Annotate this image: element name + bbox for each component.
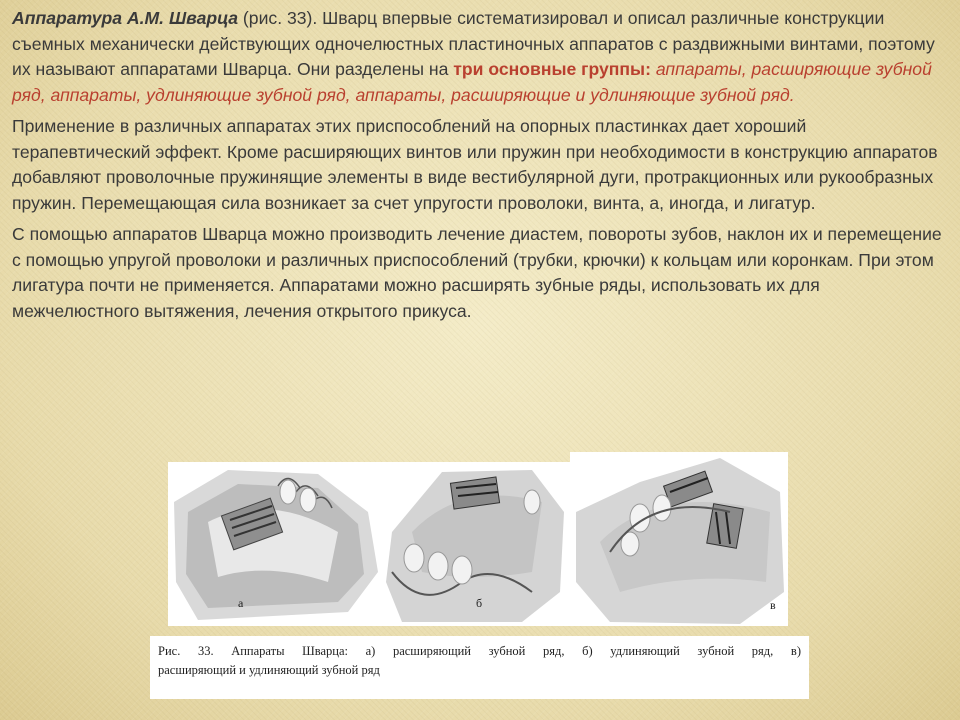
caption-line-1: Рис. 33. Аппараты Шварца: а) расширяющий зубной ряд, б) удлиняющий зубной ряд, в) <box>158 644 801 658</box>
appliance-c-illustration <box>570 452 788 626</box>
heading-schwarz: Аппаратура А.М. Шварца <box>12 8 239 28</box>
paragraph-application: Применение в различных аппаратах этих приспособлений на опорных пластинках дает хороший терапевтический эффект. Кроме расширяющих винтов или пружин при необходимости в конструкцию аппаратов добавляют проволочные пружинящие элементы в виде вестибулярной дуги, протракционных или рукообразных пружин. Перемещающая сила возникает за счет упругости проволоки, винта, а, иногда, и лигатур. <box>12 116 938 213</box>
groups-label: три основные группы: <box>453 59 651 79</box>
photo-label-c: в <box>770 598 776 612</box>
slide-text <box>12 6 948 330</box>
appliance-a-illustration <box>168 462 382 626</box>
caption-line-2: расширяющий и удлиняющий зубной ряд <box>158 663 380 677</box>
groups-list: аппараты, расширяющие зубной ряд, аппараты, удлиняющие зубной ряд, аппараты, расширяющие и удлиняющие зубной ряд. <box>12 59 932 105</box>
figure-caption <box>150 636 809 699</box>
photo-appliance-a <box>168 462 382 626</box>
paragraph-treatment: С помощью аппаратов Шварца можно производить лечение диастем, повороты зубов, наклон их и перемещение с помощью упругой проволоки и различных приспособлений (трубки, крючки) к кольцам или коронкам. При этом лигатура почти не применяется. Аппаратами можно расширять зубные ряды, использовать их для межчелюстного вытяжения, лечения открытого прикуса. <box>12 224 942 321</box>
photo-label-a: а <box>238 596 244 610</box>
photo-appliance-b <box>382 462 570 626</box>
photo-appliance-c <box>570 452 788 626</box>
photo-label-b: б <box>476 596 483 610</box>
paragraph-intro <box>12 6 948 108</box>
intro-text: (рис. 33). Шварц впервые систематизировал и описал различные конструкции съемных механически действующих одночелюстных пластиночных аппаратов с раздвижными винтами, поэтому их называют аппаратами Шварца. Они разделены на <box>12 8 935 79</box>
